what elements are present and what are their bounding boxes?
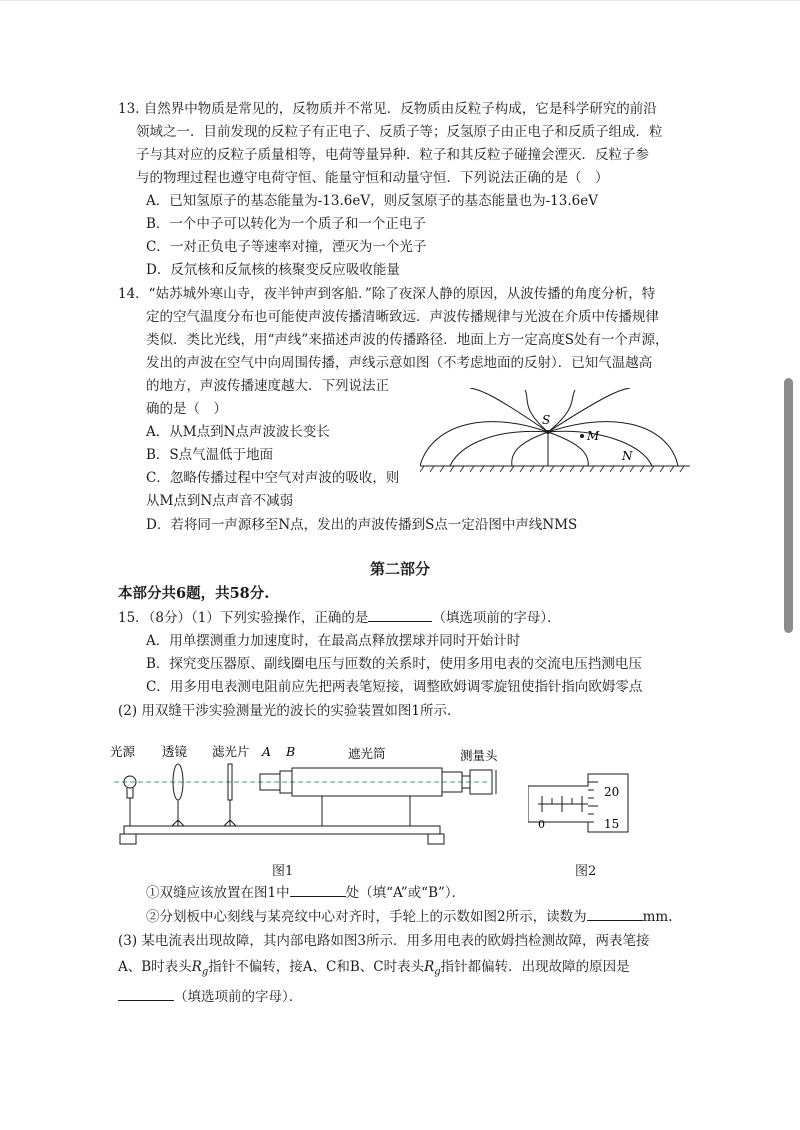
part2-heading: 第二部分 (370, 560, 431, 578)
answer-blank-4[interactable] (118, 986, 174, 1001)
scale-zero: 0 (538, 818, 545, 831)
rg-symbol-1 (191, 959, 209, 978)
q15-sub1-suffix: 处（填“A”或“B”）． (345, 885, 466, 901)
q14-line-6: 确的是（ ） (146, 401, 227, 417)
q15-sub2-text: ②分划板中心刻线与某亮纹中心对齐时，手轮上的示数如图2所示，读数为 (146, 909, 587, 925)
rg-symbol-2 (424, 959, 441, 978)
label-a: A (262, 744, 272, 759)
q14-line-2: 定的空气温度分布也可能使声波传播清晰致远．声波传播规律与光波在介质中传播规律 (146, 309, 659, 325)
label-lens: 透镜 (162, 744, 188, 759)
label-light-source: 光源 (110, 744, 136, 759)
q15-part3-text-2: 指针不偏转，接A、C和B、C时表头 (208, 959, 425, 975)
answer-blank-2[interactable] (290, 882, 346, 897)
q13-line-2: 领域之一．目前发现的反粒子有正电子、反质子等；反氢原子由正电子和反质子组成．粒 (136, 124, 663, 140)
answer-blank-1[interactable] (368, 607, 432, 622)
q15-sub2-unit: mm. (642, 909, 673, 925)
double-slit-apparatus-figure (110, 740, 510, 855)
q13-option-c: C．一对正负电子等速率对撞，湮灭为一个光子 (146, 239, 427, 255)
q13-option-b: B．一个中子可以转化为一个质子和一个正电子 (146, 216, 426, 232)
q14-line-1: 14．“姑苏城外寒山寺，夜半钟声到客船．”除了夜深人静的原因，从波传播的角度分析，特 (118, 286, 656, 302)
rg-symbol-1-main: R (191, 959, 202, 975)
rg-symbol-1-sub: g (201, 966, 209, 978)
q15-part3-text-1: A、B时表头 (118, 959, 192, 975)
q15-option-b: B．探究变压器原、副线圈电压与匝数的关系时，使用多用电表的交流电压挡测电压 (146, 656, 642, 672)
fig1-caption: 图1 (272, 864, 294, 879)
rg-symbol-2-main: R (424, 959, 435, 975)
page-top-border (0, 0, 800, 1)
micrometer-figure (528, 770, 648, 840)
q13-line-1: 13. 自然界中物质是常见的，反物质并不常见．反物质由反粒子构成，它是科学研究的前沿 (118, 101, 657, 117)
scale-15: 15 (604, 817, 620, 831)
q14-line-4: 发出的声波在空气中向周围传播，声线示意如图（不考虑地面的反射）．已知气温越高 (146, 355, 653, 371)
q15-option-a: A．用单摆测重力加速度时，在最高点释放摆球并同时开始计时 (146, 633, 521, 649)
label-filter: 滤光片 (212, 744, 250, 759)
q13-line-3: 子与其对应的反粒子质量相等，电荷等量异种．粒子和其反粒子碰撞会湮灭．反粒子参 (136, 147, 649, 163)
label-measuring-head: 测量头 (460, 748, 498, 763)
q15-option-c: C．用多用电表测电阻前应先把两表笔短接，调整欧姆调零旋钮使指针指向欧姆零点 (146, 679, 643, 695)
q15-part3-text-3: 指针都偏转．出现故障的原因是 (440, 959, 630, 975)
q15-stem (118, 607, 561, 629)
answer-blank-3[interactable] (587, 906, 643, 921)
rg-symbol-2-sub: g (434, 966, 441, 978)
q13-option-d: D．反氘核和反氚核的核聚变反应吸收能量 (146, 262, 400, 278)
q15-part3-line3 (118, 986, 302, 1008)
label-n: N (622, 449, 633, 463)
label-b: B (286, 744, 296, 759)
q14-option-a: A．从M点到N点声波波长变长 (146, 424, 330, 440)
q15-stem-suffix: （填选项前的字母）． (432, 610, 561, 626)
scale-20: 20 (604, 785, 620, 799)
q15-sub2 (146, 906, 673, 928)
q14-line-3: 类似．类比光线，用“声线”来描述声波的传播路径．地面上方一定高度S处有一个声源， (146, 332, 669, 348)
q13-option-a: A．已知氢原子的基态能量为-13.6eV，则反氢原子的基态能量也为-13.6eV (146, 193, 598, 209)
q14-option-b: B．S点气温低于地面 (146, 447, 274, 463)
vertical-scrollbar[interactable] (784, 378, 793, 633)
q13-line-4: 与的物理过程也遵守电荷守恒、能量守恒和动量守恒．下列说法正确的是（ ） (136, 170, 609, 186)
q15-part2: (2) 用双缝干涉实验测量光的波长的实验装置如图1所示. (118, 703, 452, 719)
q15-sub1 (146, 882, 465, 904)
q15-stem-text: 15．（8分）（1）下列实验操作，正确的是 (118, 610, 369, 626)
q14-line-5: 的地方，声波传播速度越大．下列说法正 (146, 378, 389, 394)
q15-part3-line2 (118, 956, 630, 984)
part2-subheading: 本部分共6题，共58分. (118, 585, 270, 602)
label-s: S (542, 413, 551, 427)
q14-option-d: D．若将同一声源移至N点，发出的声波传播到S点一定沿图中声线NMS (146, 517, 578, 533)
q15-part3-line1: (3) 某电流表出现故障，其内部电路如图3所示．用多用电表的欧姆挡检测故障，两表笔接 (118, 933, 650, 949)
q14-option-c-cont: 从M点到N点声音不减弱 (146, 493, 294, 509)
q14-option-c: C．忽略传播过程中空气对声波的吸收，则 (146, 470, 400, 486)
label-tube: 遮光筒 (348, 746, 386, 761)
q15-part3-suffix: （填选项前的字母）． (174, 989, 303, 1005)
sound-ray-figure (420, 388, 690, 474)
q15-sub1-text: ①双缝应该放置在图1中 (146, 885, 290, 901)
label-m: M (587, 429, 600, 443)
fig2-caption: 图2 (575, 864, 597, 879)
